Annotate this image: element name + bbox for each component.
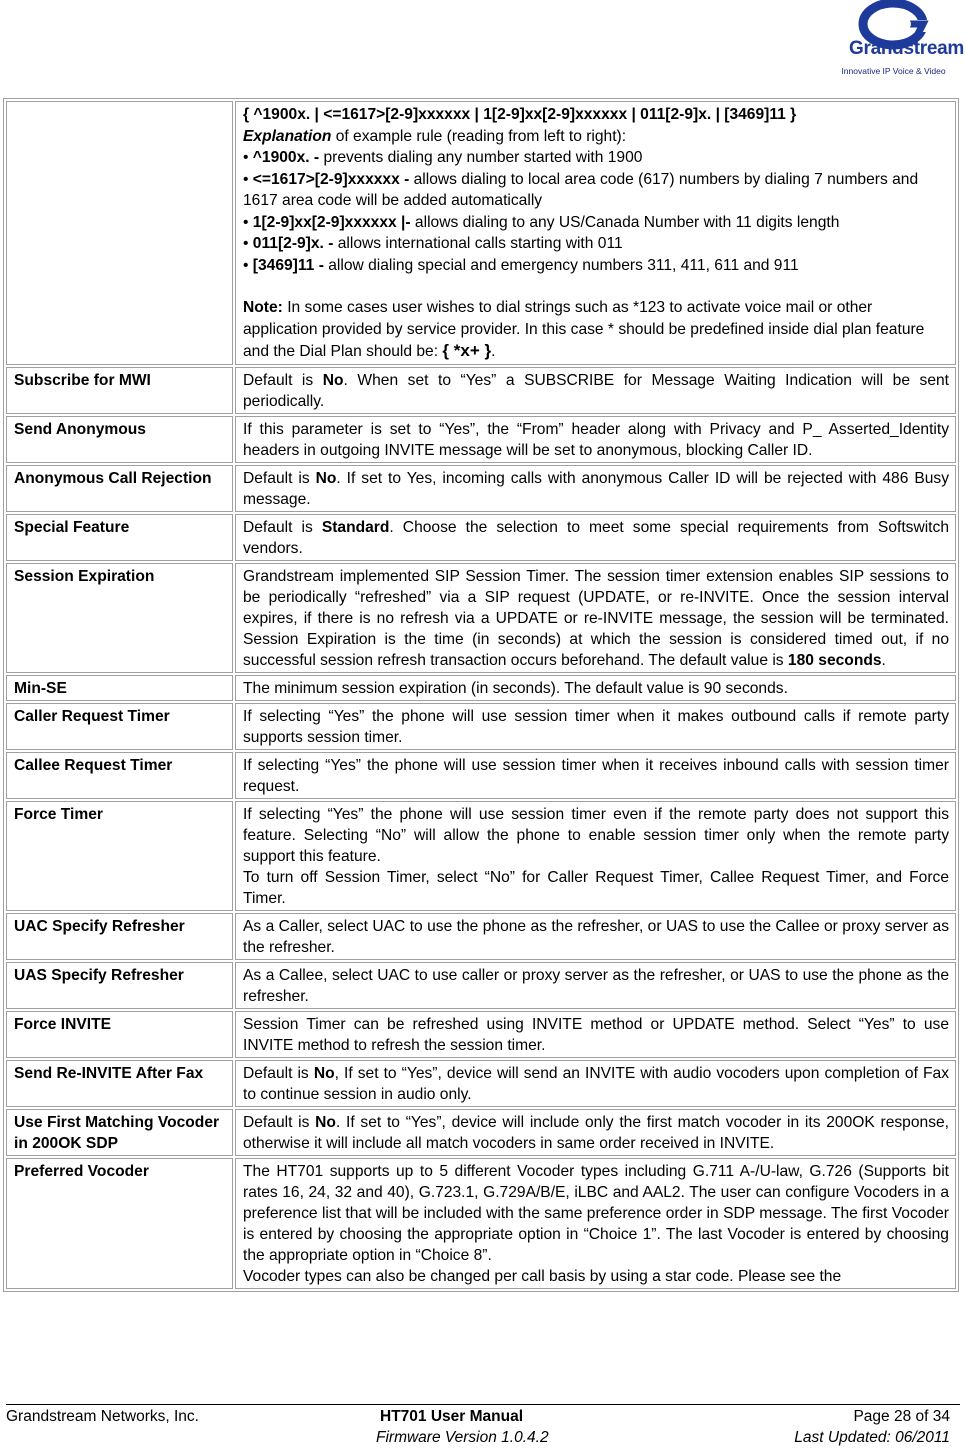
setting-description: Default is No. If set to Yes, incoming calls with anonymous Caller ID will be rejected with 486 Busy message. bbox=[235, 465, 956, 512]
footer-firmware: Firmware Version 1.0.4.2 bbox=[376, 1429, 549, 1446]
setting-name: Force INVITE bbox=[6, 1011, 233, 1058]
setting-name: Preferred Vocoder bbox=[6, 1158, 233, 1289]
setting-description: The minimum session expiration (in seconds). The default value is 90 seconds. bbox=[235, 675, 956, 701]
dial-plan-item: • [3469]11 - allow dialing special and emergency numbers 311, 411, 611 and 911 bbox=[243, 256, 799, 274]
setting-description: Default is Standard. Choose the selection to meet some special requirements from Softswitch vendors. bbox=[235, 514, 956, 561]
table-row bbox=[6, 563, 956, 673]
setting-name: Caller Request Timer bbox=[6, 703, 233, 750]
dial-plan-item: • 011[2-9]x. - allows international calls starting with 011 bbox=[243, 235, 623, 252]
table-row bbox=[6, 367, 956, 414]
dial-plan-description bbox=[235, 101, 956, 365]
dial-plan-item: • <=1617>[2-9]xxxxxx - allows dialing to local area code (617) numbers by dialing 7 numbers and 1617 area code will be added automatically bbox=[243, 170, 919, 209]
table-row bbox=[6, 703, 956, 750]
table-row bbox=[6, 465, 956, 512]
setting-description: Default is No. If set to “Yes”, device will include only the first match vocoder in its 200OK response, otherwise it will include all match vocoders in same order received in INVITE. bbox=[235, 1109, 956, 1156]
setting-name: Send Re-INVITE After Fax bbox=[6, 1060, 233, 1107]
table-row bbox=[6, 1011, 956, 1058]
table-row bbox=[6, 801, 956, 911]
footer-company: Grandstream Networks, Inc. bbox=[6, 1408, 199, 1425]
table-row bbox=[6, 416, 956, 463]
settings-table bbox=[3, 98, 959, 1292]
grandstream-logo bbox=[831, 0, 964, 82]
setting-description: If selecting “Yes” the phone will use session timer when it receives inbound calls with session timer request. bbox=[235, 752, 956, 799]
table-row bbox=[6, 514, 956, 561]
setting-description: Default is No. When set to “Yes” a SUBSCRIBE for Message Waiting Indication will be sent periodically. bbox=[235, 367, 956, 414]
setting-name: Special Feature bbox=[6, 514, 233, 561]
setting-name: Session Expiration bbox=[6, 563, 233, 673]
footer-updated: Last Updated: 06/2011 bbox=[794, 1429, 950, 1446]
dial-plan-explanation: Explanation of example rule (reading from left to right): bbox=[243, 127, 627, 145]
setting-description: If selecting “Yes” the phone will use session timer when it makes outbound calls if remote party supports session timer. bbox=[235, 703, 956, 750]
table-row bbox=[6, 962, 956, 1009]
table-row bbox=[6, 1060, 956, 1107]
setting-name: Anonymous Call Rejection bbox=[6, 465, 233, 512]
setting-name: Use First Matching Vocoder in 200OK SDP bbox=[6, 1109, 233, 1156]
table-row bbox=[6, 1109, 956, 1156]
table-row bbox=[6, 913, 956, 960]
setting-description: The HT701 supports up to 5 different Vocoder types including G.711 A-/U-law, G.726 (Supports bit rates 16, 24, 32 and 40), G.723.1, G.729A/B/E, iLBC and AAL2. The user can configure Vocoders in a preference list that will be included with the same preference order in SDP message. The first Vocoder is entered by choosing the appropriate option in “Choice 1”. The last Vocoder is entered by choosing the appropriate option in “Choice 8”. Vocoder types can also be changed per call basis by using a star code. Please see the bbox=[235, 1158, 956, 1289]
footer-divider bbox=[6, 1404, 960, 1405]
dial-plan-item: • 1[2-9]xx[2-9]xxxxxx |- allows dialing to any US/Canada Number with 11 digits length bbox=[243, 213, 840, 231]
brand-tagline: Innovative IP Voice & Video bbox=[841, 66, 946, 76]
table-row bbox=[6, 1158, 956, 1289]
footer-page-number: Page 28 of 34 bbox=[853, 1408, 950, 1425]
setting-description: If selecting “Yes” the phone will use session timer even if the remote party does not support this feature. Selecting “No” will allow the phone to enable session timer only when the remote party support this feature. To turn off Session Timer, select “No” for Caller Request Timer, Callee Request Timer, and Force Timer. bbox=[235, 801, 956, 911]
setting-description: Default is No, If set to “Yes”, device will send an INVITE with audio vocoders upon completion of Fax to continue session in audio only. bbox=[235, 1060, 956, 1107]
table-row bbox=[6, 101, 956, 365]
setting-description: If this parameter is set to “Yes”, the “From” header along with Privacy and P_ Asserted_Identity headers in outgoing INVITE message will be set to anonymous, blocking Caller ID. bbox=[235, 416, 956, 463]
dial-plan-note: Note: In some cases user wishes to dial strings such as *123 to activate voice mail or other application provided by service provider. In this case * should be predefined inside dial plan feature and the Dial Plan should be: { *x+ }. bbox=[243, 299, 925, 360]
dial-plan-items bbox=[243, 147, 949, 276]
setting-description: Session Timer can be refreshed using INVITE method or UPDATE method. Select “Yes” to use INVITE method to refresh the session timer. bbox=[235, 1011, 956, 1058]
setting-name: Subscribe for MWI bbox=[6, 367, 233, 414]
table-row bbox=[6, 752, 956, 799]
setting-description: Grandstream implemented SIP Session Timer. The session timer extension enables SIP sessions to be periodically “refreshed” via a SIP request (UPDATE, or re-INVITE. Once the session interval expires, if there is no refresh via a UPDATE or re-INVITE message, the session will be terminated. Session Expiration is the time (in seconds) at which the session is considered timed out, if no successful session refresh transaction occurs beforehand. The default value is 180 seconds. bbox=[235, 563, 956, 673]
setting-name: Send Anonymous bbox=[6, 416, 233, 463]
setting-name: Force Timer bbox=[6, 801, 233, 911]
setting-name: Callee Request Timer bbox=[6, 752, 233, 799]
row-label-empty bbox=[6, 101, 233, 365]
setting-name: Min-SE bbox=[6, 675, 233, 701]
setting-description: As a Caller, select UAC to use the phone as the refresher, or UAS to use the Callee or proxy server as the refresher. bbox=[235, 913, 956, 960]
setting-name: UAS Specify Refresher bbox=[6, 962, 233, 1009]
setting-description: As a Callee, select UAC to use caller or proxy server as the refresher, or UAS to use the phone as the refresher. bbox=[235, 962, 956, 1009]
dial-plan-rule: { ^1900x. | <=1617>[2-9]xxxxxx | 1[2-9]xx[2-9]xxxxxx | 011[2-9]x. | [3469]11 } bbox=[243, 106, 797, 123]
footer-manual-title: HT701 User Manual bbox=[380, 1408, 523, 1425]
setting-name: UAC Specify Refresher bbox=[6, 913, 233, 960]
settings-rows bbox=[6, 367, 956, 1289]
dial-plan-item: • ^1900x. - prevents dialing any number started with 1900 bbox=[243, 149, 643, 166]
table-row bbox=[6, 675, 956, 701]
brand-name: Grandstream bbox=[849, 38, 964, 59]
